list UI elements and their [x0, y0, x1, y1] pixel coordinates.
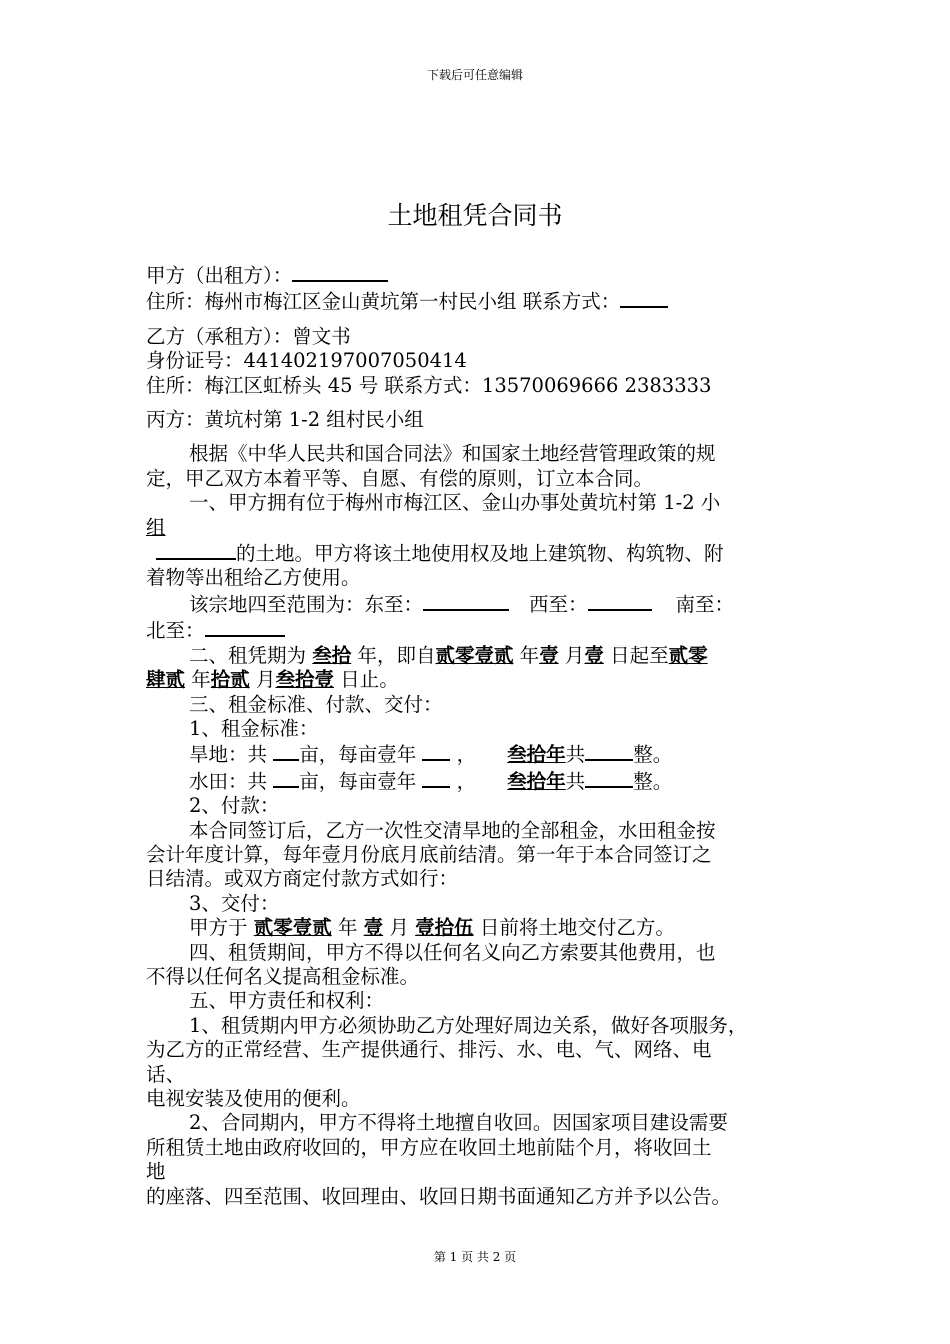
payment-heading: 2、付款： [189, 794, 280, 818]
payment-line-3: 日结清。或双方商定付款方式如行： [146, 867, 459, 891]
section-5-item-1-line-1: 1、租赁期内甲方必须协助乙方处理好周边关系，做好各项服务， [189, 1013, 748, 1037]
party-b-line: 乙方（承租方）：曾文书 [146, 324, 351, 348]
party-a-blank [292, 262, 388, 282]
section-5-item-2-line-3: 地 [146, 1160, 166, 1184]
dry-land-line: 旱地：共 亩，每亩壹年 ， 叁拾年共 整。 [189, 743, 673, 767]
page-header: 下载后可任意编辑 [426, 68, 523, 82]
section-1-line-2: 组 [146, 515, 166, 539]
section-1-line-3: 的土地。甲方将该土地使用权及地上建筑物、构筑物、附 [146, 540, 816, 566]
section-5-item-1-line-4: 电视安装及使用的便利。 [146, 1087, 361, 1110]
section-5-item-1-line-3: 话、 [146, 1062, 186, 1086]
section-4-line-1: 四、租赁期间，甲方不得以任何名义向乙方索要其他费用，也 [189, 940, 716, 964]
rent-standard-heading: 1、租金标准： [189, 716, 319, 740]
party-c-line: 丙方：黄坑村第 1-2 组村民小组 [146, 408, 424, 432]
land-blank [156, 540, 236, 560]
section-5-item-2-line-1: 2、合同期内，甲方不得将土地擅自收回。因国家项目建设需要 [189, 1111, 728, 1135]
section-3-heading: 三、租金标准、付款、交付： [189, 692, 443, 716]
boundary-north-line: 北至： [146, 617, 816, 643]
contact-blank [620, 288, 668, 308]
paddy-line: 水田：共 亩，每亩壹年 ， 叁拾年共 整。 [189, 769, 673, 793]
section-1-line-4: 着物等出租给乙方使用。 [146, 566, 361, 590]
party-b-address: 住所：梅江区虹桥头 45 号 联系方式：13570069666 2383333 [146, 373, 712, 397]
delivery-line: 甲方于 贰零壹贰 年 壹 月 壹拾伍 日前将土地交付乙方。 [189, 916, 675, 940]
east-blank [423, 591, 509, 611]
west-blank [588, 591, 652, 611]
section-5-item-2-line-2: 所租赁土地由政府收回的，甲方应在收回土地前陆个月，将收回土 [146, 1135, 712, 1159]
document-title: 土地租凭合同书 [387, 201, 563, 230]
section-5-item-2-line-4: 的座落、四至范围、收回理由、收回日期书面通知乙方并予以公告。 [146, 1184, 732, 1208]
party-a-line: 甲方（出租方）： [146, 262, 816, 288]
section-5-heading: 五、甲方责任和权利： [189, 989, 385, 1013]
payment-line-1: 本合同签订后，乙方一次性交清旱地的全部租金，水田租金按 [189, 818, 716, 842]
party-a-address: 住所：梅州市梅江区金山黄坑第一村民小组 联系方式： [146, 288, 816, 314]
section-4-line-2: 不得以任何名义提高租金标准。 [146, 964, 420, 988]
section-2-line-2: 肆贰 年拾贰 月叁拾壹 日止。 [146, 668, 399, 692]
payment-line-2: 会计年度计算，每年壹月份底月底前结清。第一年于本合同签订之 [146, 842, 712, 866]
intro-line-2: 定，甲乙双方本着平等、自愿、有偿的原则，订立本合同。 [146, 466, 654, 490]
north-blank [205, 617, 285, 637]
boundary-line: 该宗地四至范围为：东至： 西至： 南至： [189, 592, 735, 616]
section-1-line-1: 一、甲方拥有位于梅州市梅江区、金山办事处黄坑村第 1-2 小 [189, 491, 721, 515]
delivery-heading: 3、交付： [189, 891, 280, 915]
section-2-line-1: 二、租凭期为 叁拾 年，即自贰零壹贰 年壹 月壹 日起至贰零 [189, 643, 708, 667]
party-b-id: 身份证号：441402197007050414 [146, 349, 467, 373]
intro-line-1: 根据《中华人民共和国合同法》和国家土地经营管理政策的规 [189, 442, 716, 466]
section-5-item-1-line-2: 为乙方的正常经营、生产提供通行、排污、水、电、气、网络、电 [146, 1038, 712, 1062]
contract-body [146, 262, 816, 1209]
page-footer: 第 1 页 共 2 页 [433, 1250, 517, 1264]
